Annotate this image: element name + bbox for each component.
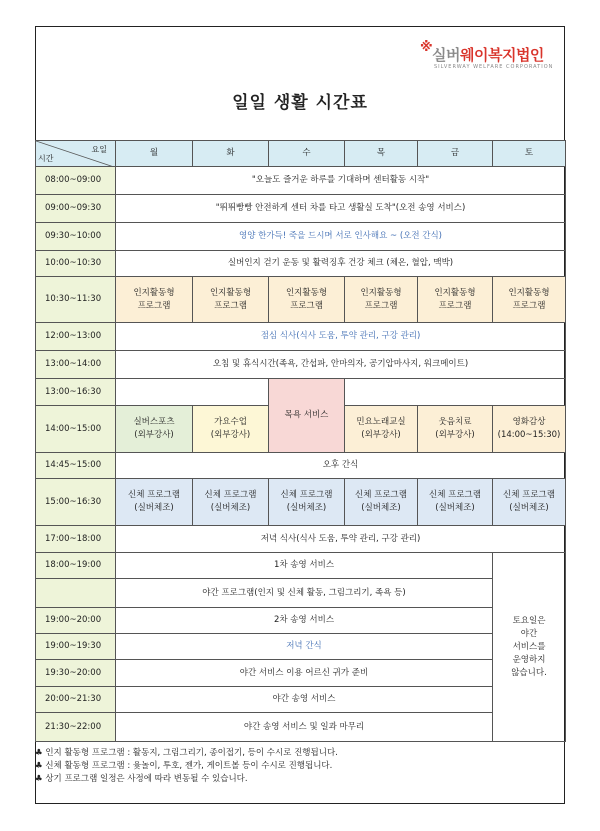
morning-snack: 영양 한가득! 죽을 드시며 서로 인사해요 ~ (오전 간식) xyxy=(115,222,566,251)
time-cell: 19:00~20:00 xyxy=(35,607,116,634)
laughter-therapy: 웃음치료 (외부강사) xyxy=(417,405,493,453)
time-cell: 08:00~09:00 xyxy=(35,166,116,195)
cognitive-program-cell: 인지활동형 프로그램 xyxy=(492,276,566,323)
day-header: 월 xyxy=(115,140,193,167)
time-cell: 10:00~10:30 xyxy=(35,250,116,277)
return-home-prep: 야간 서비스 이용 어르신 귀가 준비 xyxy=(115,659,493,687)
first-shuttle: 1차 송영 서비스 xyxy=(115,552,493,579)
time-cell: 10:30~11:30 xyxy=(35,276,116,323)
second-shuttle: 2차 송영 서비스 xyxy=(115,607,493,634)
physical-program-cell: 신체 프로그램 (실버체조) xyxy=(344,478,418,526)
time-cell: 15:00~16:30 xyxy=(35,478,116,526)
activity-start: "오늘도 즐거운 하루를 기대하며 센터활동 시작" xyxy=(115,166,566,195)
time-cell xyxy=(35,578,116,608)
page-title: 일일 생활 시간표 xyxy=(232,93,368,113)
cognitive-program-cell: 인지활동형 프로그램 xyxy=(417,276,493,323)
time-cell: 14:00~15:00 xyxy=(35,405,116,453)
empty-cell-thu-sat xyxy=(344,378,566,406)
day-header: 목 xyxy=(344,140,418,167)
time-cell: 09:30~10:00 xyxy=(35,222,116,251)
time-cell: 17:00~18:00 xyxy=(35,525,116,553)
logo xyxy=(420,42,560,74)
logo-name: 실버웨이복지법인 xyxy=(432,46,544,64)
note-cognitive: ♣ 인지 활동형 프로그램 : 활동지, 그림그리기, 종이접기, 등이 수시로 진행됩니다. xyxy=(35,748,338,758)
movie-watching: 영화감상 (14:00~15:30) xyxy=(492,405,566,453)
physical-program-cell: 신체 프로그램 (실버체조) xyxy=(115,478,193,526)
physical-program-cell: 신체 프로그램 (실버체조) xyxy=(192,478,269,526)
day-header: 화 xyxy=(192,140,269,167)
day-header: 금 xyxy=(417,140,493,167)
asterisk-icon: ※ xyxy=(420,40,433,55)
cognitive-program-cell: 인지활동형 프로그램 xyxy=(192,276,269,323)
cognitive-program-cell: 인지활동형 프로그램 xyxy=(268,276,345,323)
day-header: 토 xyxy=(492,140,566,167)
physical-program-cell: 신체 프로그램 (실버체조) xyxy=(492,478,566,526)
time-cell: 09:00~09:30 xyxy=(35,194,116,223)
bath-service: 목욕 서비스 xyxy=(268,378,345,453)
header-corner xyxy=(35,140,116,167)
empty-cell-mon-tue xyxy=(115,378,269,406)
saturday-night-note: 토요일은 야간 서비스를 운영하지 않습니다. xyxy=(492,552,566,742)
dinner: 저녁 식사(식사 도움, 투약 관리, 구강 관리) xyxy=(115,525,566,553)
time-cell: 14:45~15:00 xyxy=(35,452,116,479)
time-cell: 21:30~22:00 xyxy=(35,712,116,742)
day-header: 수 xyxy=(268,140,345,167)
time-cell: 18:00~19:00 xyxy=(35,552,116,579)
folk-song-class: 민요노래교실 (외부강사) xyxy=(344,405,418,453)
corner-day-label: 요일 xyxy=(91,145,107,154)
night-shuttle-wrapup: 야간 송영 서비스 및 일과 마무리 xyxy=(115,712,493,742)
cognitive-program-cell: 인지활동형 프로그램 xyxy=(344,276,418,323)
time-cell: 19:00~19:30 xyxy=(35,633,116,660)
time-cell: 13:00~16:30 xyxy=(35,378,116,406)
lunch: 점심 식사(식사 도움, 투약 관리, 구강 관리) xyxy=(115,322,566,351)
night-program: 야간 프로그램(인지 및 신체 활동, 그림그리기, 족욕 등) xyxy=(115,578,493,608)
notes xyxy=(35,747,338,786)
physical-program-cell: 신체 프로그램 (실버체조) xyxy=(268,478,345,526)
silver-sports: 실버스포츠 (외부강사) xyxy=(115,405,193,453)
corner-time-label: 시간 xyxy=(38,154,54,163)
logo-subtitle: SILVERWAY WELFARE CORPORATION xyxy=(434,64,554,70)
time-cell: 19:30~20:00 xyxy=(35,659,116,687)
evening-snack: 저녁 간식 xyxy=(115,633,493,660)
song-class: 가요수업 (외부강사) xyxy=(192,405,269,453)
note-schedule-change: ♣ 상기 프로그램 일정은 사정에 따라 변동될 수 있습니다. xyxy=(35,774,248,784)
health-check: 실버인지 걷기 운동 및 활력징후 건강 체크 (체온, 혈압, 맥박) xyxy=(115,250,566,277)
afternoon-snack: 오후 간식 xyxy=(115,452,566,479)
time-cell: 13:00~14:00 xyxy=(35,350,116,379)
night-shuttle: 야간 송영 서비스 xyxy=(115,686,493,713)
physical-program-cell: 신체 프로그램 (실버체조) xyxy=(417,478,493,526)
nap-rest: 오침 및 휴식시간(족욕, 간섭파, 안마의자, 공기압마사지, 워크메이트) xyxy=(115,350,566,379)
note-physical: ♣ 신체 활동형 프로그램 : 윷놀이, 투호, 젠가, 게이트볼 등이 수시로 진행됩니다. xyxy=(35,761,333,771)
time-cell: 12:00~13:00 xyxy=(35,322,116,351)
time-cell: 20:00~21:30 xyxy=(35,686,116,713)
morning-shuttle: "뛰뛰빵빵 안전하게 센터 차를 타고 생활실 도착"(오전 송영 서비스) xyxy=(115,194,566,223)
cognitive-program-cell: 인지활동형 프로그램 xyxy=(115,276,193,323)
